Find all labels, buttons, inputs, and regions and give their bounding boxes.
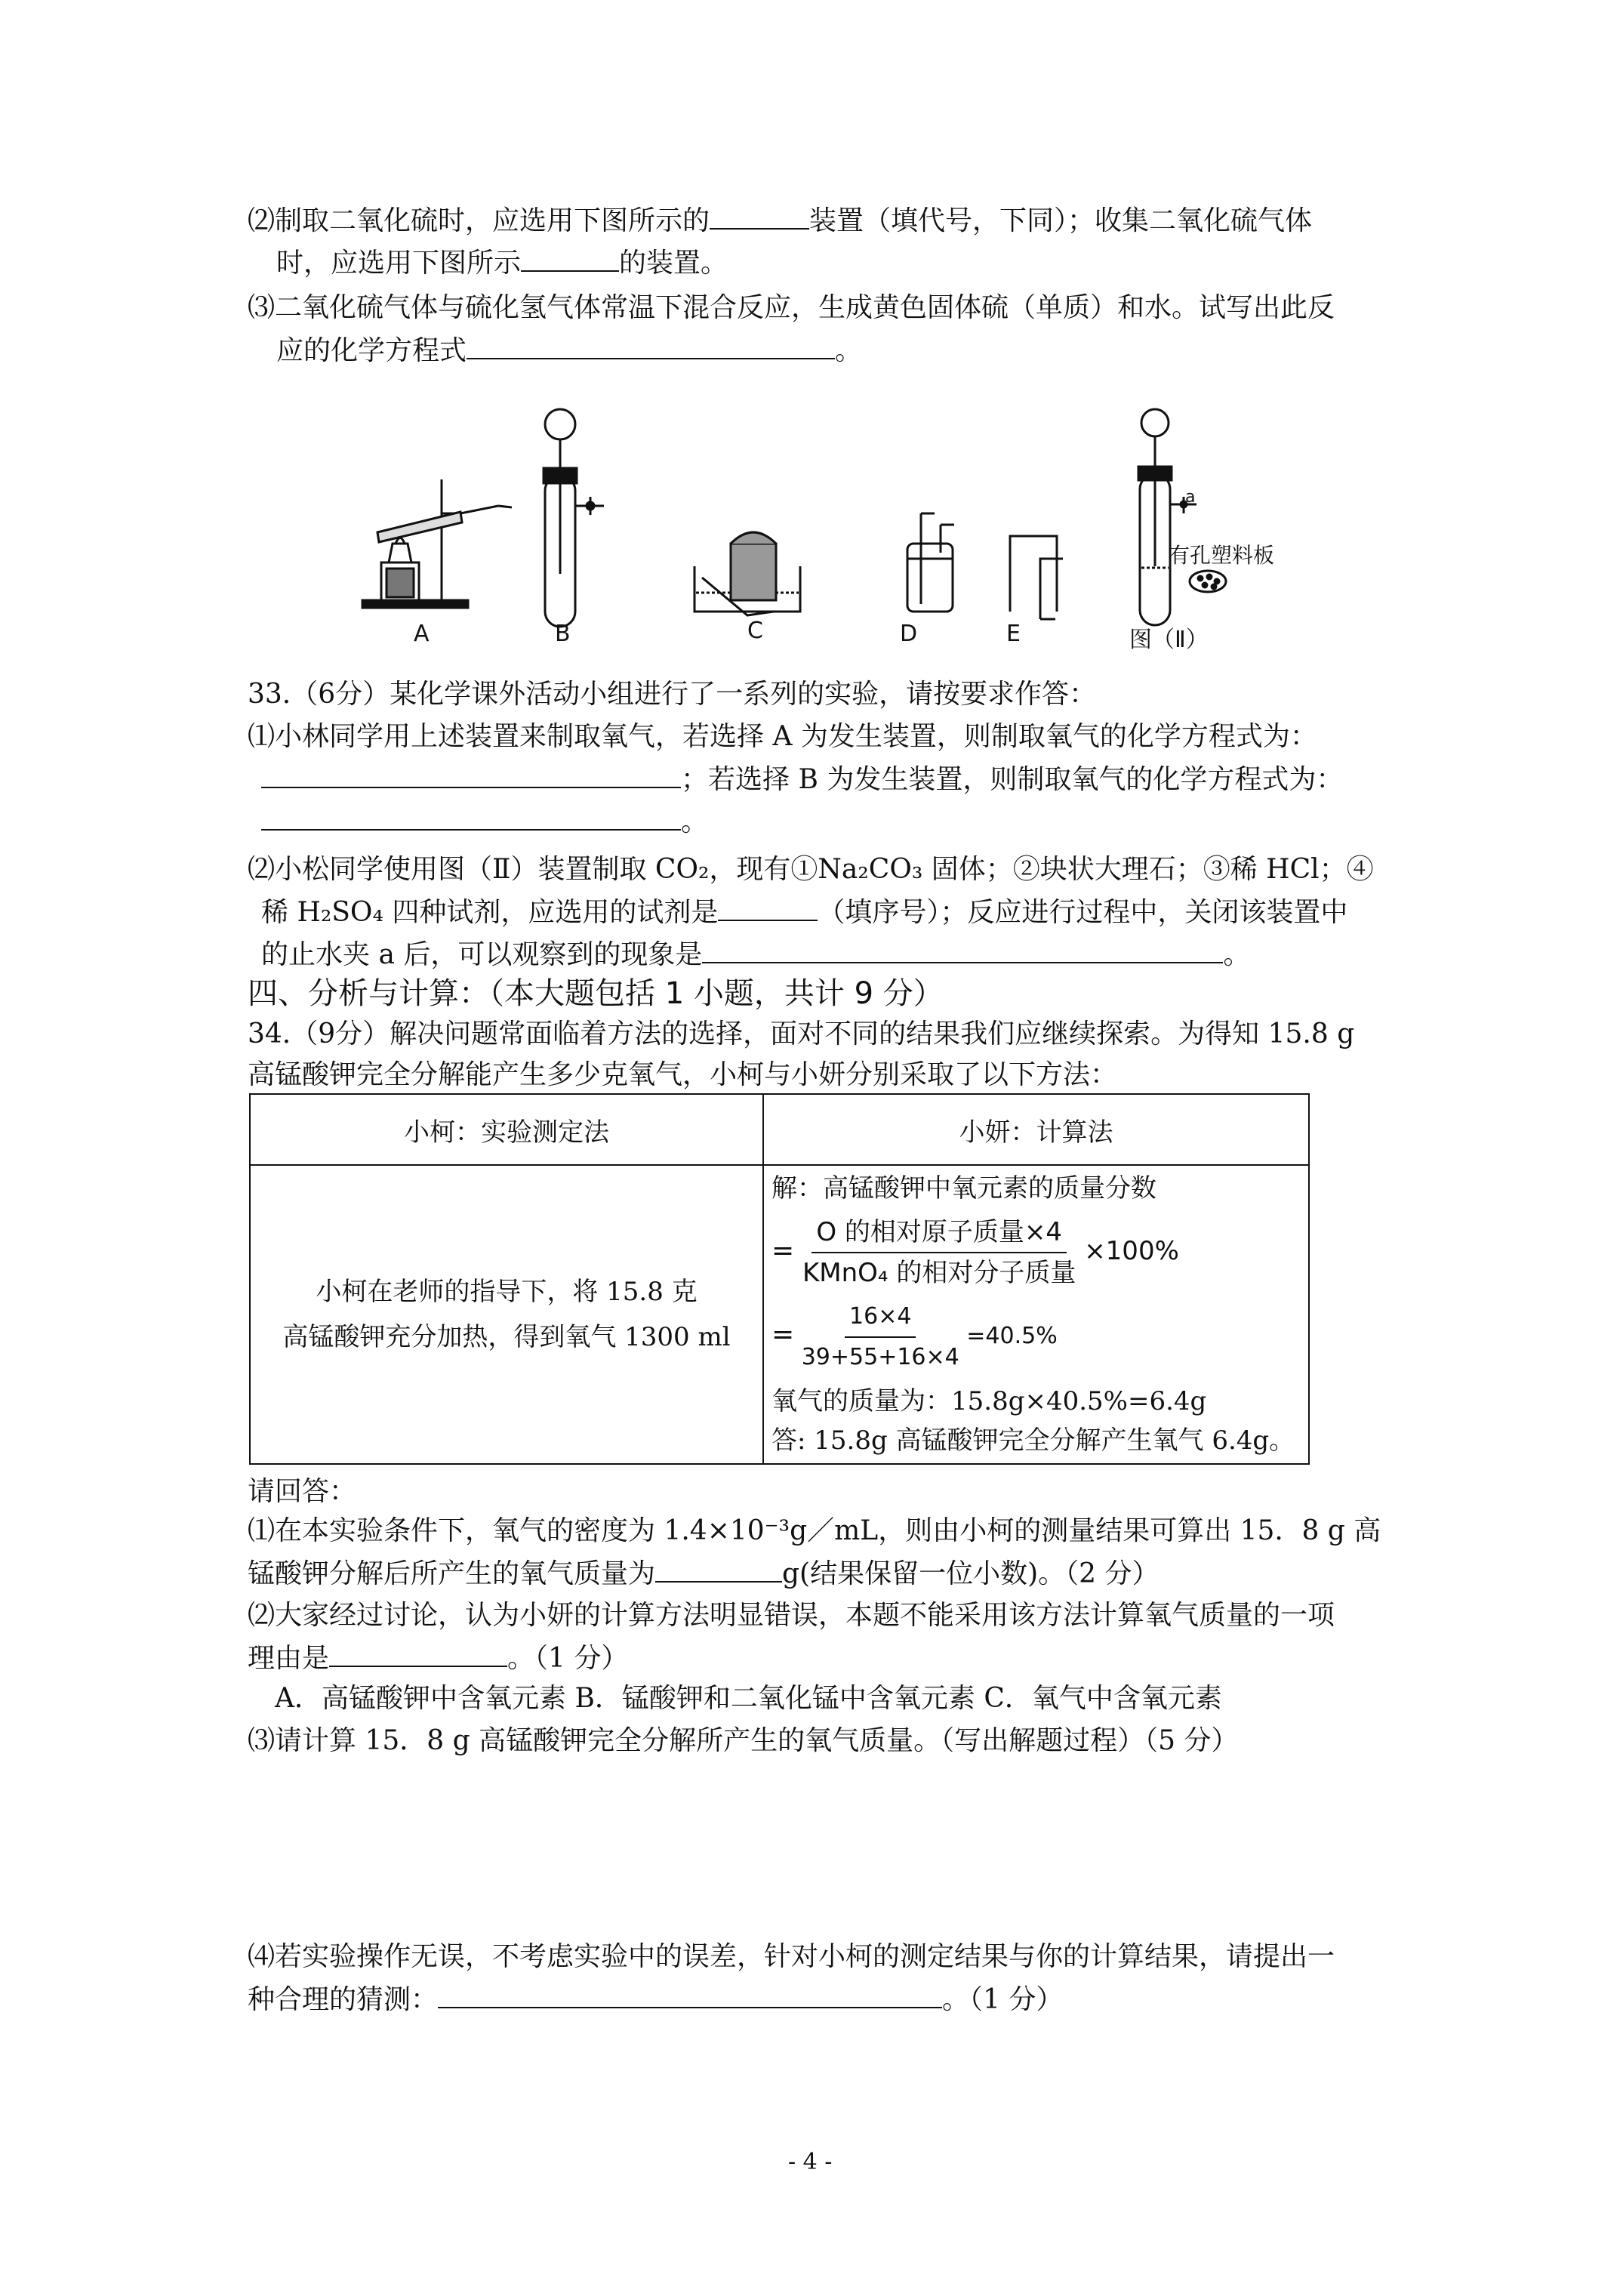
q32-p2-line1 <box>248 202 1312 239</box>
answer-blank[interactable] <box>261 803 681 831</box>
calc-line1: 解：高锰酸钾中氧元素的质量分数 <box>771 1173 1156 1203</box>
q32-p2-text-b: 装置（填代号，下同）；收集二氧化硫气体 <box>809 205 1313 236</box>
section-heading: 四、分析与计算：（本大题包括 1 小题，共计 9 分） <box>248 976 944 1011</box>
calc-fraction-row1: = $\frac{\text{O 的相对原子质量×4}}{\text{KMnO₄ 的相对分子质量}}$ ×100% <box>771 1213 1301 1293</box>
fraction2-tail: =40.5% <box>966 1323 1058 1349</box>
fraction1-tail: ×100% <box>1084 1236 1179 1266</box>
answer-blank[interactable] <box>655 1555 782 1583</box>
apparatus-c <box>694 532 800 615</box>
calc-line4: 氧气的质量为：15.8g×40.5%=6.4g <box>771 1386 1207 1416</box>
apparatus-b <box>544 409 604 627</box>
q32-p2-text-c: 时，应选用下图所示 <box>276 248 522 279</box>
answer-blank[interactable] <box>438 1981 942 2008</box>
q33-p2-line3 <box>261 936 1250 973</box>
page-number: - 4 - <box>788 2149 833 2175</box>
q34-p2-text-b: 。（1 分） <box>507 1643 629 1674</box>
figure-label-c: C <box>747 618 763 644</box>
q34-p1-line1: ⑴在本实验条件下，氧气的密度为 1.4×10⁻³g／mL，则由小柯的测量结果可算出 15．8 g 高 <box>248 1515 1381 1546</box>
q34-p1-text-b: g(结果保留一位小数)。（2 分） <box>782 1558 1160 1589</box>
fraction1-numerator: O 的相对原子质量×4 <box>812 1213 1067 1253</box>
q33-p2-text-d: 。 <box>1223 939 1251 970</box>
q32-p2-text-a: ⑵制取二氧化硫时，应选用下图所示的 <box>248 205 710 236</box>
apparatus-a <box>362 479 512 608</box>
q34-intro-line2: 高锰酸钾完全分解能产生多少克氧气，小柯与小妍分别采取了以下方法： <box>248 1059 1118 1090</box>
q34-options: A．高锰酸钾中含氧元素 B．锰酸钾和二氧化锰中含氧元素 C．氧气中含氧元素 <box>275 1683 1222 1714</box>
table-cell-experiment <box>250 1165 763 1464</box>
q33-p2-line1: ⑵小松同学使用图（Ⅱ）装置制取 CO₂，现有①Na₂CO₃ 固体；②块状大理石；③稀 HCl；④ <box>248 854 1374 885</box>
fraction2-numerator: 16×4 <box>845 1297 916 1338</box>
q33-p1-text-c: 。 <box>681 806 709 837</box>
q34-p4-text-b: 。（1 分） <box>942 1984 1064 2015</box>
q33-p2-text-c: 的止水夹 a 后，可以观察到的现象是 <box>261 939 703 970</box>
q33-p1-text-b: ；若选择 B 为发生装置，则制取氧气的化学方程式为： <box>681 764 1344 795</box>
answer-blank[interactable] <box>329 1640 507 1667</box>
q34-p2-text-a: 理由是 <box>248 1643 330 1674</box>
answer-blank[interactable] <box>261 761 681 788</box>
q32-p2-text-d: 的装置。 <box>619 248 728 279</box>
table-cell-calculation <box>763 1165 1309 1464</box>
q32-p3-text-a: 应的化学方程式 <box>276 335 467 366</box>
q34-p4-line2 <box>248 1981 1063 2018</box>
figure-label-a: A <box>414 621 430 647</box>
q34-p4-text-a: 种合理的猜测： <box>248 1984 439 2015</box>
apparatus-figure <box>347 393 1329 649</box>
q33-p1-line3 <box>261 803 708 840</box>
table-header-left: 小柯：实验测定法 <box>250 1094 763 1165</box>
figure-label-d: D <box>900 621 918 647</box>
calc-fraction-row2: = $\frac{16\times 4}{39+55+16\times 4}$ =40.5% <box>771 1297 1301 1377</box>
figure-label-e: E <box>1006 621 1021 647</box>
answer-blank[interactable] <box>718 894 818 921</box>
apparatus-d <box>907 513 954 612</box>
apparatus-figure-ii <box>1138 409 1226 625</box>
experiment-line1: 小柯在老师的指导下，将 15.8 克 <box>316 1277 698 1307</box>
apparatus-e <box>1010 536 1063 619</box>
q32-p3-text-b: 。 <box>835 335 863 366</box>
q34-p2-line1: ⑵大家经过讨论，认为小妍的计算方法明显错误，本题不能采用该方法计算氧气质量的一项 <box>248 1600 1335 1631</box>
fraction2-denominator: 39+55+16×4 <box>801 1344 959 1370</box>
q34-p3: ⑶请计算 15．8 g 高锰酸钾完全分解所产生的氧气质量。（写出解题过程）（5 分） <box>248 1725 1239 1756</box>
figure-label-ii: 图（Ⅱ） <box>1129 627 1209 653</box>
figure-label-b: B <box>555 621 571 647</box>
q33-p1-line1: ⑴小林同学用上述装置来制取氧气，若选择 A 为发生装置，则制取氧气的化学方程式为： <box>248 721 1317 752</box>
method-comparison-table <box>249 1093 1310 1465</box>
figure-label-clip-a: a <box>1185 488 1196 507</box>
q34-intro-line1: 34.（9分）解决问题常面临着方法的选择，面对不同的结果我们应继续探索。为得知 15.8 g <box>248 1019 1355 1049</box>
q33-p1-line2 <box>261 761 1343 798</box>
experiment-line2: 高锰酸钾充分加热，得到氧气 1300 ml <box>282 1322 731 1352</box>
q33-p2-text-a: 稀 H₂SO₄ 四种试剂，应选用的试剂是 <box>261 897 719 928</box>
q34-p1-text-a: 锰酸钾分解后所产生的氧气质量为 <box>248 1558 656 1589</box>
q34-p2-line2 <box>248 1640 628 1677</box>
q33-p2-text-b: （填序号）；反应进行过程中，关闭该装置中 <box>818 897 1348 928</box>
q32-p2-line2 <box>276 245 728 282</box>
please-answer: 请回答： <box>248 1476 357 1507</box>
calc-fraction1 <box>802 1213 1076 1293</box>
calc-fraction2 <box>802 1297 959 1377</box>
q34-p1-line2 <box>248 1555 1160 1592</box>
q33-p2-line2 <box>261 894 1347 931</box>
q33-title: 33.（6分）某化学课外活动小组进行了一系列的实验，请按要求作答： <box>248 679 1097 710</box>
table-header-right: 小妍：计算法 <box>763 1094 1309 1165</box>
answer-blank[interactable] <box>702 936 1223 963</box>
q32-p3-line1: ⑶二氧化硫气体与硫化氢气体常温下混合反应，生成黄色固体硫（单质）和水。试写出此反 <box>248 292 1335 323</box>
fraction1-denominator: KMnO₄ 的相对分子质量 <box>802 1258 1076 1288</box>
figure-label-plate: 有孔塑料板 <box>1169 543 1275 568</box>
calc-line5: 答: 15.8g 高锰酸钾完全分解产生氧气 6.4g。 <box>771 1425 1295 1456</box>
answer-blank[interactable] <box>521 245 619 272</box>
answer-blank[interactable] <box>710 202 809 230</box>
q32-p3-line2 <box>276 332 862 369</box>
q34-p4-line1: ⑷若实验操作无误，不考虑实验中的误差，针对小柯的测定结果与你的计算结果，请提出一 <box>248 1941 1335 1972</box>
answer-blank[interactable] <box>467 332 835 359</box>
